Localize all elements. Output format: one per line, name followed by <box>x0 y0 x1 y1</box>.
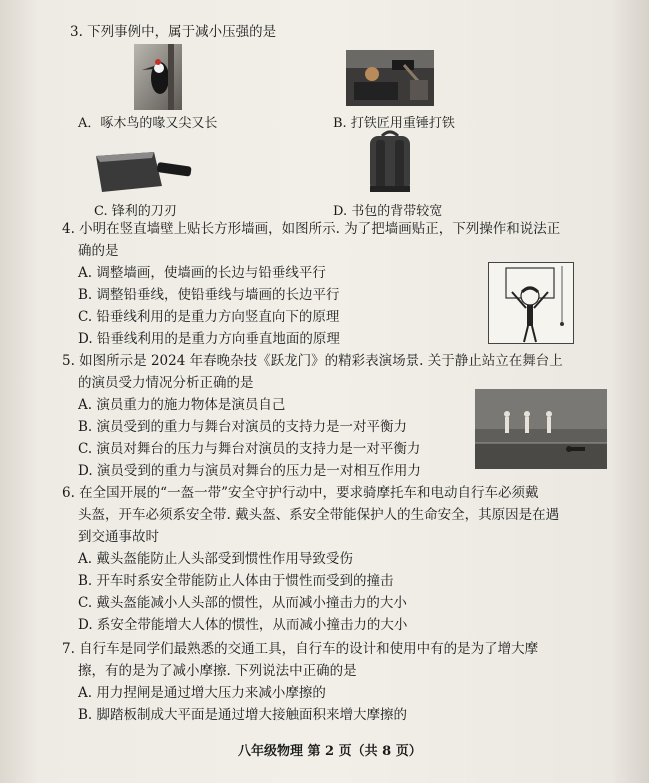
q6-stem-line1: 6. 在全国开展的“一盔一带”安全守护行动中，要求骑摩托车和电动自行车必须戴 <box>62 485 539 501</box>
q6-option-d: D. 系安全带能增大人体的惯性，从而减小撞击力的大小 <box>78 617 408 633</box>
q7-stem-line1: 7. 自行车是同学们最熟悉的交通工具，自行车的设计和使用中有的是为了增大摩 <box>62 641 539 657</box>
q3-option-b: B. 打铁匠用重锤打铁 <box>333 116 455 131</box>
q7-option-a: A. 用力捏闸是通过增大压力来减小摩擦的 <box>78 685 326 701</box>
q4-option-d: D. 铅垂线利用的是重力方向垂直地面的原理 <box>78 331 340 347</box>
q6-stem-line2: 头盔，开车必须系安全带. 戴头盔、系安全带能保护人的生命安全，其原因是在遇 <box>78 507 560 523</box>
q6-option-a: A. 戴头盔能防止人头部受到惯性作用导致受伤 <box>78 551 353 567</box>
q6-stem-line3: 到交通事故时 <box>78 529 159 545</box>
q4-option-c: C. 铅垂线利用的是重力方向竖直向下的原理 <box>78 309 340 325</box>
blacksmith-image <box>346 50 434 106</box>
q6-option-c: C. 戴头盔能减小人头部的惯性，从而减小撞击力的大小 <box>78 595 407 611</box>
q4-option-b: B. 调整铅垂线，使铅垂线与墙画的长边平行 <box>78 287 340 303</box>
q3-option-c: C. 锋利的刀刃 <box>94 204 177 219</box>
q4-stem-line2: 确的是 <box>78 243 119 259</box>
backpack-image <box>364 130 416 196</box>
page-footer: 八年级物理 第 2 页（共 8 页） <box>238 744 422 759</box>
q6-option-b: B. 开车时系安全带能防止人体由于惯性而受到的撞击 <box>78 573 394 589</box>
q5-option-a: A. 演员重力的施力物体是演员自己 <box>78 397 286 413</box>
q3-option-a: A．啄木鸟的喙又尖又长 <box>78 116 218 131</box>
q5-stem-line1: 5. 如图所示是 2024 年春晚杂技《跃龙门》的精彩表演场景. 关于静止站立在舞台上 <box>62 353 563 369</box>
q3-stem: 3. 下列事例中，属于减小压强的是 <box>70 24 277 40</box>
knife-image <box>92 148 194 200</box>
q7-option-b: B. 脚踏板制成大平面是通过增大接触面积来增大摩擦的 <box>78 707 408 723</box>
q7-stem-line2: 擦，有的是为了减小摩擦. 下列说法中正确的是 <box>78 663 357 679</box>
woodpecker-image <box>134 44 182 110</box>
q4-stem-line1: 4. 小明在竖直墙壁上贴长方形墙画，如图所示. 为了把墙画贴正，下列操作和说法正 <box>62 221 561 237</box>
q4-option-a: A. 调整墙画，使墙画的长边与铅垂线平行 <box>78 265 326 281</box>
q5-option-c: C. 演员对舞台的压力与舞台对演员的支持力是一对平衡力 <box>78 441 421 457</box>
q3-option-d: D. 书包的背带较宽 <box>333 204 443 219</box>
hanging-picture-image <box>488 262 574 344</box>
q5-option-d: D. 演员受到的重力与演员对舞台的压力是一对相互作用力 <box>78 463 421 479</box>
q5-option-b: B. 演员受到的重力与舞台对演员的支持力是一对平衡力 <box>78 419 408 435</box>
acrobat-stage-image <box>475 389 607 469</box>
q5-stem-line2: 的演员受力情况分析正确的是 <box>78 375 254 391</box>
